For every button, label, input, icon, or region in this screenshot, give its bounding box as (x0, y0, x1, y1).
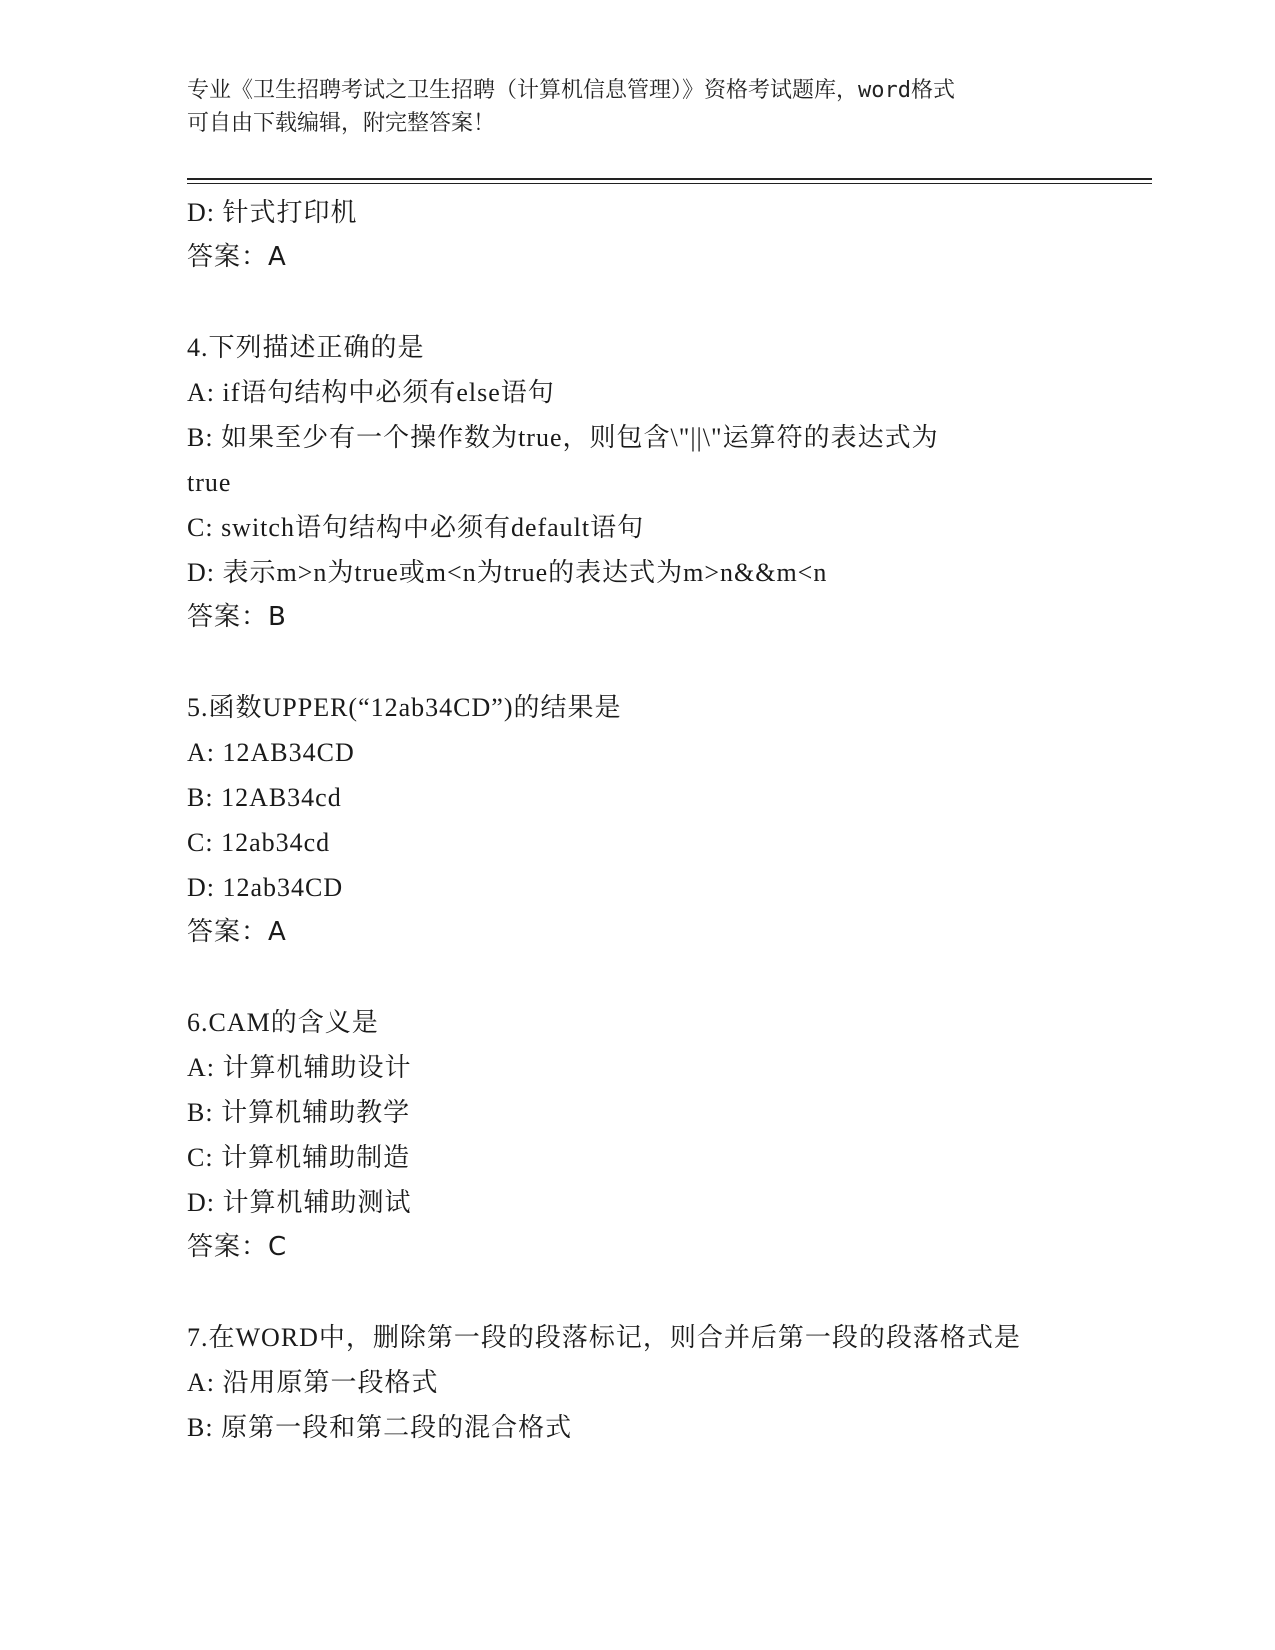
spacer (187, 955, 1147, 1000)
answer-line: 答案：A (187, 242, 287, 272)
option-a: A: if语句结构中必须有else语句 (187, 378, 555, 407)
option-b: B: 原第一段和第二段的混合格式 (187, 1413, 573, 1442)
header-line-1: 专业《卫生招聘考试之卫生招聘（计算机信息管理）》资格考试题库，word格式 (187, 78, 955, 103)
option-d: D: 12ab34CD (187, 873, 344, 902)
option-b: B: 12AB34cd (187, 783, 342, 812)
spacer (187, 640, 1147, 685)
spacer (187, 1270, 1147, 1315)
header-line-2: 可自由下载编辑，附完整答案！ (187, 111, 496, 136)
page-header (187, 74, 1087, 140)
option-c: C: 计算机辅助制造 (187, 1143, 411, 1172)
option-d: D: 计算机辅助测试 (187, 1188, 412, 1217)
question-list (187, 190, 1147, 1450)
option-d: D: 针式打印机 (187, 198, 358, 227)
question-stem: 4.下列描述正确的是 (187, 333, 425, 362)
option-c: C: switch语句结构中必须有default语句 (187, 513, 645, 542)
option-a: A: 12AB34CD (187, 738, 355, 767)
answer-line: 答案：A (187, 917, 287, 947)
question-3-tail (187, 190, 1147, 280)
option-b: B: 计算机辅助教学 (187, 1098, 411, 1127)
option-c: C: 12ab34cd (187, 828, 331, 857)
question-stem: 6.CAM的含义是 (187, 1008, 379, 1037)
header-divider (187, 178, 1152, 184)
question-5 (187, 685, 1147, 955)
option-a: A: 计算机辅助设计 (187, 1053, 412, 1082)
option-b-continued: true (187, 468, 232, 497)
question-stem: 7.在WORD中，删除第一段的段落标记，则合并后第一段的段落格式是 (187, 1323, 1021, 1352)
answer-line: 答案：C (187, 1232, 288, 1262)
question-stem: 5.函数UPPER(“12ab34CD”)的结果是 (187, 693, 622, 722)
question-6 (187, 1000, 1147, 1270)
spacer (187, 280, 1147, 325)
option-b: B: 如果至少有一个操作数为true，则包含\"||\"运算符的表达式为 (187, 423, 939, 452)
option-a: A: 沿用原第一段格式 (187, 1368, 439, 1397)
question-7 (187, 1315, 1147, 1450)
question-4 (187, 325, 1147, 640)
option-d: D: 表示m>n为true或m<n为true的表达式为m>n&&m<n (187, 558, 828, 587)
answer-line: 答案：B (187, 602, 287, 632)
